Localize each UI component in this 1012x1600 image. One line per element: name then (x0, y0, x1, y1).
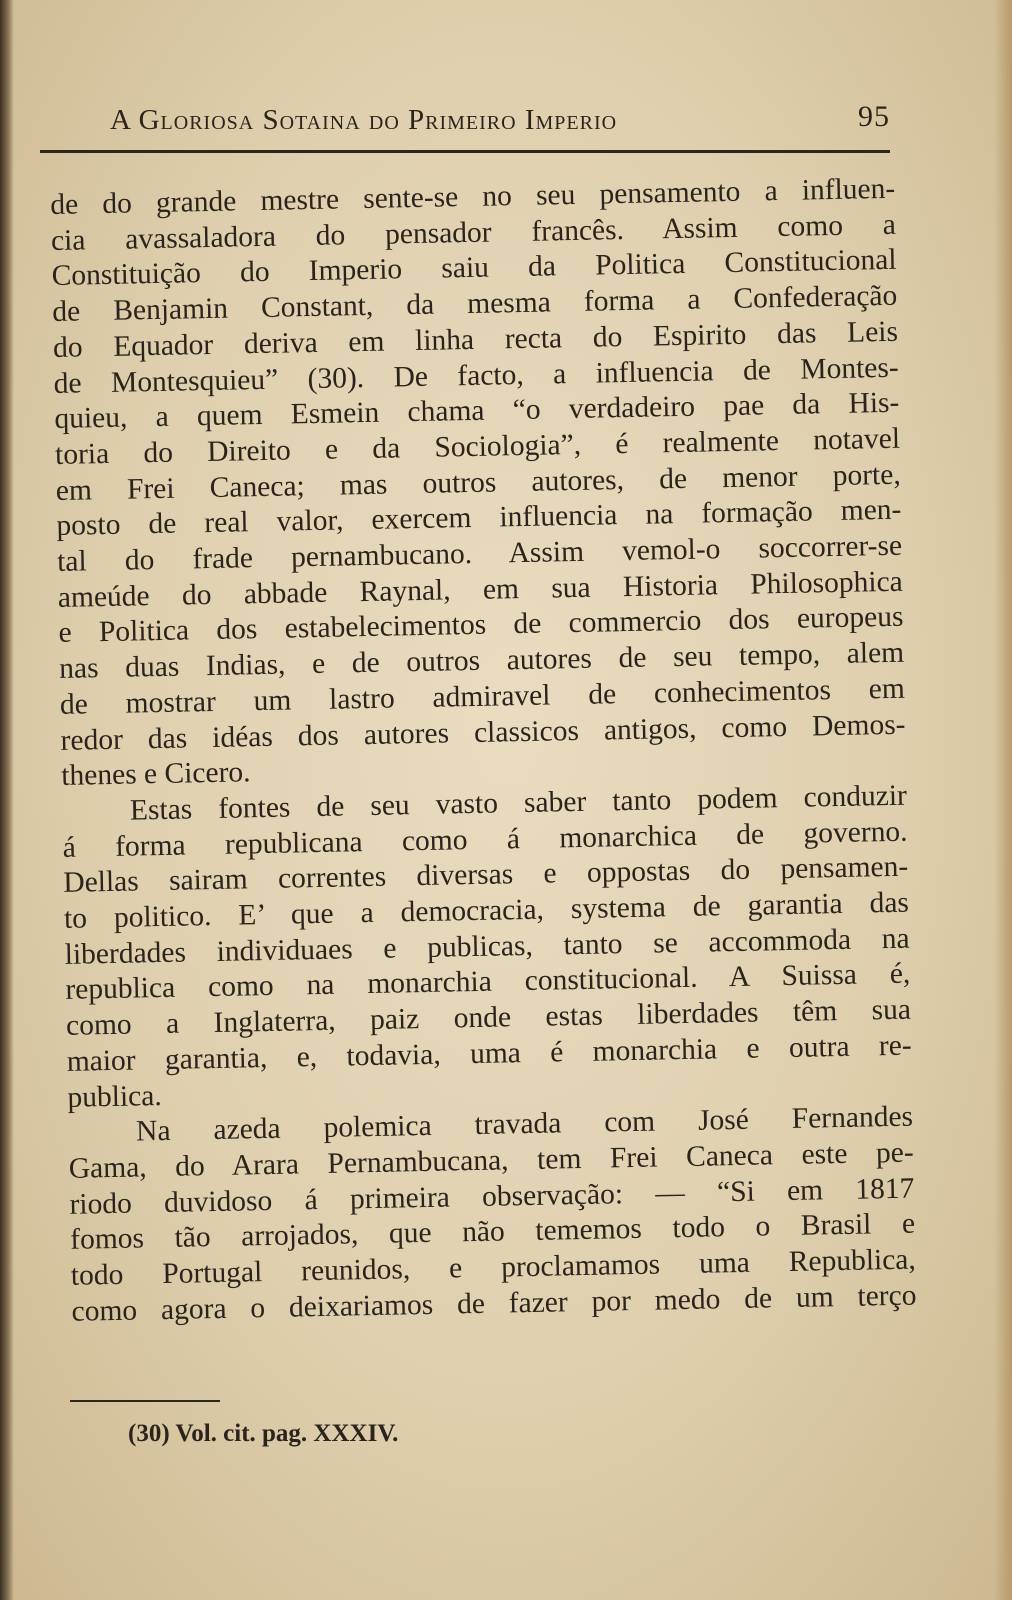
page-number: 95 (858, 100, 890, 133)
text-line: todo Portugal reunidos, e proclamamos uma Republica, (70, 1243, 917, 1292)
text-line: toria do Direito e da Sociologia”, é realmente notavel (54, 422, 901, 471)
text-line: Dellas sairam correntes diversas e oppostas do pensamen- (63, 851, 909, 900)
text-line: Na azeda polemica travada com José Fernandes (135, 1100, 914, 1148)
text-line: do Equador deriva em linha recta do Espirito das Leis (52, 315, 899, 364)
text-line: liberdades individuaes e publicas, tanto se accommoda na (64, 922, 910, 971)
text-line: redor das idéas dos autores classicos antigos, como Demos- (60, 708, 906, 757)
text-line: nas duas Indias, e de outros autores de seu tempo, alem (58, 636, 905, 686)
text-line: Estas fontes de seu vasto saber tanto podem conduzir (129, 779, 908, 827)
paragraph-3 (68, 1100, 917, 1330)
text-line: em Frei Caneca; mas outros autores, de menor porte, (55, 458, 901, 507)
text-line: Constituição do Imperio saiu da Politica Constitucional (51, 244, 897, 293)
header-rule (40, 150, 890, 153)
text-line: publica. (67, 1079, 162, 1114)
text-line: riodo duvidoso á primeira observação: — “Si em 1817 (69, 1172, 915, 1221)
text-line: e Politica dos estabelecimentos de commercio dos europeus (58, 601, 904, 650)
paragraph-2 (62, 779, 913, 1116)
text-line: como agora o deixariamos de fazer por medo de um terço (71, 1279, 917, 1328)
running-head (110, 100, 890, 137)
page-edge-right (994, 0, 1012, 1600)
text-line: quieu, a quem Esmein chama “o verdadeiro pae da His- (54, 386, 900, 436)
text-line: de do grande mestre sente-se no seu pensamento a influen- (50, 172, 896, 221)
text-line: Gama, do Arara Pernambucana, tem Frei Caneca este pe- (68, 1136, 914, 1185)
text-line: fomos tão arrojados, que não tememos todo o Brasil e (69, 1207, 916, 1257)
text-line: á forma republicana como á monarchica de governo. (62, 815, 908, 864)
page-edge-left (0, 0, 14, 1600)
text-line: ameúde do abbade Raynal, em sua Historia Philosophica (57, 565, 904, 614)
text-line: thenes e Cicero. (60, 756, 251, 793)
text-line: como a Inglaterra, paiz onde estas liberdades têm sua (65, 993, 912, 1043)
text-line: posto de real valor, exercem influencia na formação men- (56, 494, 902, 543)
footnote-rule (70, 1400, 220, 1402)
text-line: de Montesquieu” (30). De facto, a influencia de Montes- (53, 351, 899, 400)
text-line: maior garantia, e, todavia, uma é monarchia e outra re- (66, 1029, 912, 1078)
running-title: A Gloriosa Sotaina do Primeiro Imperio (110, 104, 618, 136)
paragraph-1 (50, 172, 906, 795)
text-line: de mostrar um lastro admiravel de conhecimentos em (59, 672, 906, 721)
body-text (50, 172, 917, 1331)
text-line: cia avassaladora do pensador francês. Assim como a (50, 208, 897, 257)
text-line: to politico. E’ que a democracia, systema de garantia das (63, 886, 910, 935)
text-line: de Benjamin Constant, da mesma forma a Confederação (52, 279, 898, 329)
text-line: republica como na monarchia constitucional. A Suissa é, (65, 958, 911, 1007)
footnote: (30) Vol. cit. pag. XXXIV. (128, 1420, 399, 1447)
text-line: tal do frade pernambucano. Assim vemol-o soccorrer-se (56, 529, 903, 578)
